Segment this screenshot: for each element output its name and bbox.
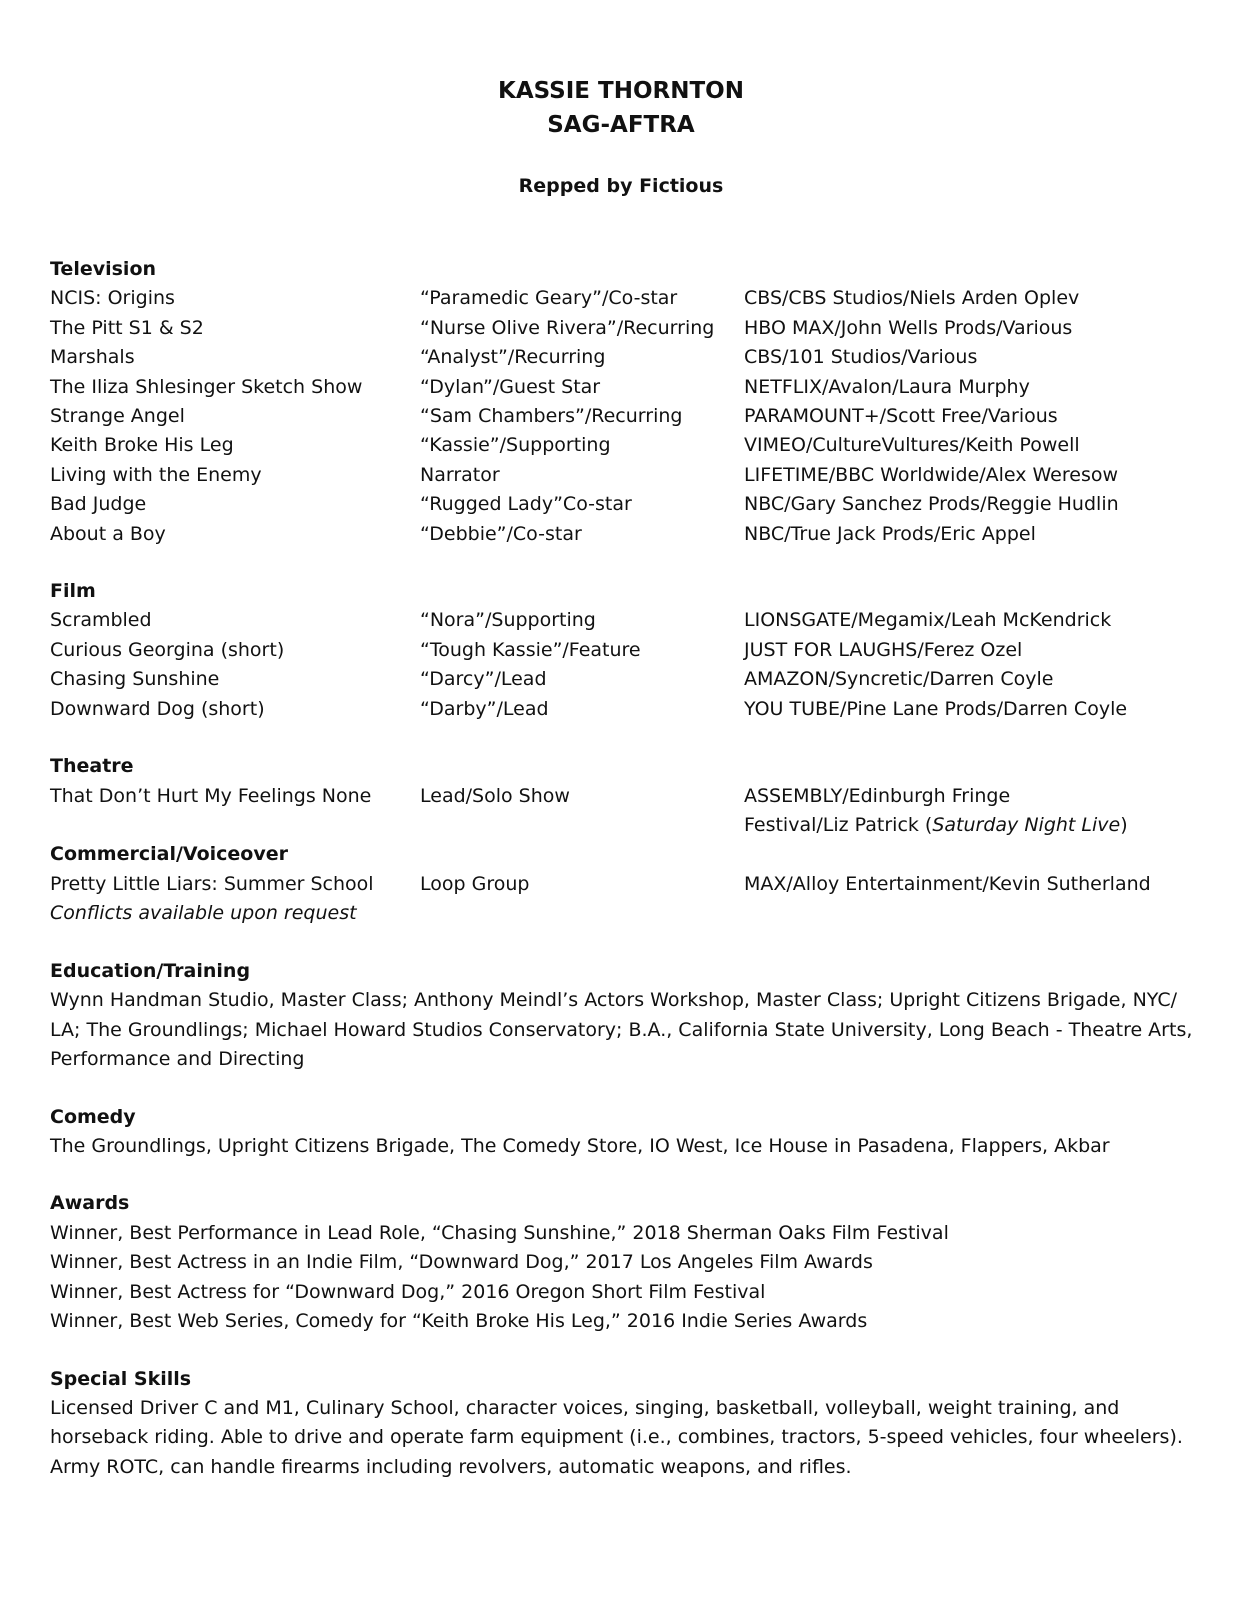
credit-company-close: ) (1120, 814, 1128, 837)
resume-body (50, 255, 1200, 1482)
credit-role: “Tough Kassie”/Feature (420, 638, 641, 661)
credit-project: Marshals (50, 346, 135, 369)
award-item: Winner, Best Web Series, Comedy for “Keith Broke His Leg,” 2016 Indie Series Awards (50, 1310, 868, 1333)
credit-role: “Kassie”/Supporting (420, 434, 611, 457)
credit-project: Keith Broke His Leg (50, 434, 234, 457)
credit-company-continued (744, 811, 1128, 840)
credit-company: YOU TUBE/Pine Lane Prods/Darren Coyle (744, 697, 1128, 720)
skills-line: horseback riding. Able to drive and operate farm equipment (i.e., combines, tractors, 5-speed vehicles, four wheelers). (50, 1426, 1183, 1449)
credit-role: Lead/Solo Show (420, 784, 570, 807)
credit-row (50, 636, 1200, 665)
credit-company: LIFETIME/BBC Worldwide/Alex Weresow (744, 463, 1119, 486)
credit-company: NETFLIX/Avalon/Laura Murphy (744, 375, 1030, 398)
television-list (50, 284, 1200, 549)
section-title-awards: Awards (50, 1192, 130, 1215)
representation: Repped by Fictious (518, 175, 724, 197)
credit-role: “Rugged Lady”Co-star (420, 493, 632, 516)
skills-line: Licensed Driver C and M1, Culinary School, character voices, singing, basketball, volleyball, weight training, and (50, 1397, 1120, 1420)
credit-role: “Dylan”/Guest Star (420, 375, 601, 398)
credit-role: Loop Group (420, 872, 530, 895)
credit-company: HBO MAX/John Wells Prods/Various (744, 316, 1073, 339)
education-line: Performance and Directing (50, 1047, 305, 1070)
credit-project: Chasing Sunshine (50, 668, 220, 691)
credit-row-continued (50, 811, 1200, 840)
skills-line: Army ROTC, can handle firearms including revolvers, automatic weapons, and rifles. (50, 1455, 852, 1478)
credit-project: Scrambled (50, 609, 152, 632)
credit-company-text: Festival/Liz Patrick ( (744, 814, 933, 837)
credit-row (50, 343, 1200, 372)
credit-project: The Pitt S1 & S2 (50, 316, 204, 339)
credit-role: “Nora”/Supporting (420, 609, 596, 632)
credit-row (50, 606, 1200, 635)
credit-company: AMAZON/Syncretic/Darren Coyle (744, 668, 1054, 691)
credit-company: PARAMOUNT+/Scott Free/Various (744, 404, 1058, 427)
section-title-television: Television (50, 258, 157, 280)
credit-company: LIONSGATE/Megamix/Leah McKendrick (744, 609, 1112, 632)
credit-company: ASSEMBLY/Edinburgh Fringe (744, 784, 1011, 807)
section-title-theatre: Theatre (50, 755, 134, 778)
credit-company: NBC/True Jack Prods/Eric Appel (744, 522, 1036, 545)
credit-row (50, 782, 1200, 811)
credit-project: Living with the Enemy (50, 463, 262, 486)
credit-project: That Don’t Hurt My Feelings None (50, 784, 372, 807)
section-title-education: Education/Training (50, 959, 251, 982)
film-list (50, 606, 1200, 724)
credit-project: Bad Judge (50, 493, 147, 516)
award-item: Winner, Best Actress in an Indie Film, “Downward Dog,” 2017 Los Angeles Film Awards (50, 1251, 873, 1274)
credit-row (50, 490, 1200, 519)
credit-role: Narrator (420, 463, 500, 486)
credit-project: Strange Angel (50, 404, 185, 427)
credit-project: Pretty Little Liars: Summer School (50, 872, 374, 895)
section-title-skills: Special Skills (50, 1367, 192, 1390)
credit-row (50, 284, 1200, 313)
credit-company: NBC/Gary Sanchez Prods/Reggie Hudlin (744, 493, 1119, 516)
credit-role: “Paramedic Geary”/Co-star (420, 287, 678, 310)
education-line: Wynn Handman Studio, Master Class; Anthony Meindl’s Actors Workshop, Master Class; Upright Citizens Brigade, NYC/ (50, 989, 1178, 1012)
credit-role: “Debbie”/Co-star (420, 522, 582, 545)
award-item: Winner, Best Actress for “Downward Dog,” 2016 Oregon Short Film Festival (50, 1280, 766, 1303)
actor-name: KASSIE THORNTON (498, 78, 744, 104)
education-line: LA; The Groundlings; Michael Howard Studios Conservatory; B.A., California State University, Long Beach - Theatre Arts, (50, 1018, 1193, 1041)
credit-role: “Analyst”/Recurring (420, 346, 606, 369)
credit-project: The Iliza Shlesinger Sketch Show (50, 375, 363, 398)
credit-project: About a Boy (50, 522, 166, 545)
credit-row (50, 520, 1200, 549)
credit-company: VIMEO/CultureVultures/Keith Powell (744, 434, 1080, 457)
credit-company-italic: Saturday Night Live (932, 814, 1121, 837)
comedy-text: The Groundlings, Upright Citizens Brigade, The Comedy Store, IO West, Ice House in Pasadena, Flappers, Akbar (50, 1134, 1110, 1157)
credit-row (50, 461, 1200, 490)
credit-role: “Nurse Olive Rivera”/Recurring (420, 316, 715, 339)
credit-project: NCIS: Origins (50, 287, 175, 310)
credit-role: “Sam Chambers”/Recurring (420, 404, 683, 427)
credit-project: Downward Dog (short) (50, 697, 265, 720)
section-title-film: Film (50, 580, 96, 603)
credit-row (50, 402, 1200, 431)
union-affiliation: SAG-AFTRA (547, 112, 695, 138)
section-title-comedy: Comedy (50, 1105, 136, 1128)
credit-company: CBS/CBS Studios/Niels Arden Oplev (744, 287, 1080, 310)
credit-row (50, 431, 1200, 460)
conflicts-note: Conflicts available upon request (50, 902, 357, 925)
credit-row (50, 665, 1200, 694)
credit-row (50, 695, 1200, 724)
credit-role: “Darcy”/Lead (420, 668, 547, 691)
section-title-commercial: Commercial/Voiceover (50, 843, 288, 866)
award-item: Winner, Best Performance in Lead Role, “Chasing Sunshine,” 2018 Sherman Oaks Film Festival (50, 1221, 949, 1244)
credit-row (50, 373, 1200, 402)
credit-row (50, 870, 1200, 899)
credit-project: Curious Georgina (short) (50, 638, 285, 661)
credit-row (50, 314, 1200, 343)
credit-role: “Darby”/Lead (420, 697, 549, 720)
credit-company: JUST FOR LAUGHS/Ferez Ozel (744, 638, 1023, 661)
credit-company: MAX/Alloy Entertainment/Kevin Sutherland (744, 872, 1151, 895)
credit-company: CBS/101 Studios/Various (744, 346, 978, 369)
